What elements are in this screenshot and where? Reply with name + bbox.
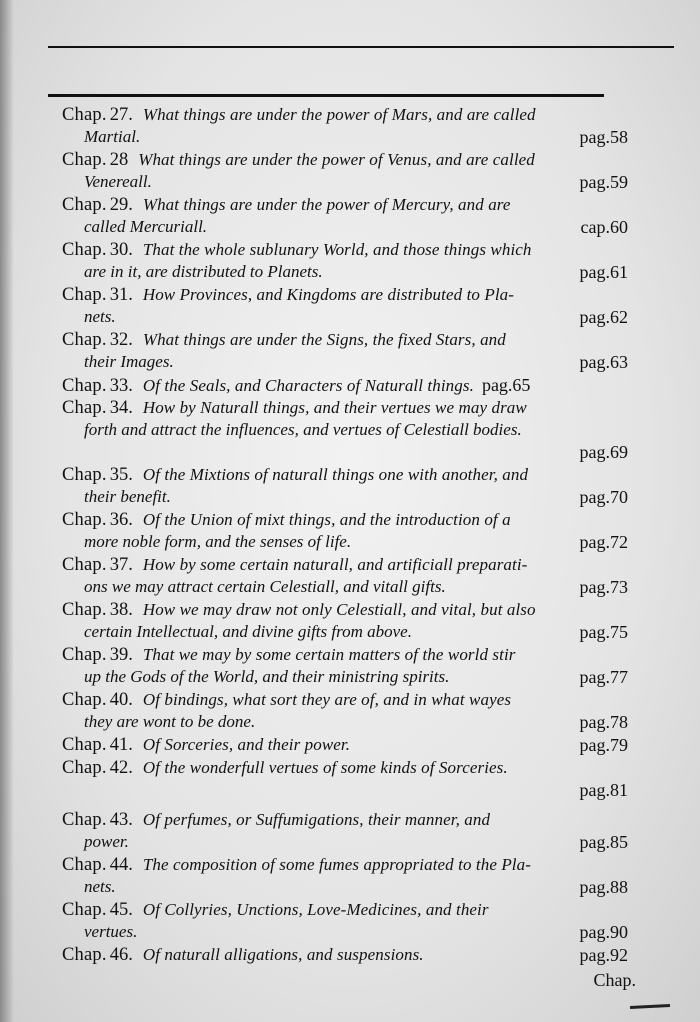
chap-number: 46. [109, 945, 133, 965]
chap-label: Chap. [62, 150, 107, 170]
chap-number: 41. [109, 735, 133, 755]
toc-entry-42 [62, 757, 628, 801]
chap-number: 36. [109, 510, 133, 530]
chap-label: Chap. [62, 945, 107, 965]
page-ref: pag.72 [579, 532, 628, 552]
chap-title: How by some certain naturall, and artificiall preparati- [142, 555, 528, 574]
top-rule [48, 46, 674, 48]
page-ref: pag.92 [579, 945, 628, 965]
toc-entry-29 [62, 194, 628, 238]
toc-entry-37 [62, 554, 628, 598]
chap-title-cont: called Mercuriall. [84, 217, 208, 236]
chap-title-cont: they are wont to be done. [84, 712, 256, 731]
page-ref: pag.79 [579, 735, 628, 755]
chap-title: What things are under the Signs, the fixed Stars, and [142, 330, 506, 349]
chap-number: 29. [109, 195, 133, 215]
toc-entry-27 [62, 104, 628, 148]
chap-label: Chap. [62, 195, 107, 215]
toc-entry-32 [62, 329, 628, 373]
chap-label: Chap. [62, 240, 107, 260]
chap-number: 31. [109, 285, 133, 305]
page-ref: pag.78 [579, 712, 628, 732]
page-ref: pag.73 [579, 577, 628, 597]
chap-title: Of naturall alligations, and suspensions. [142, 945, 424, 964]
chap-title: How we may draw not only Celestiall, and vital, but also [142, 600, 536, 619]
chap-title: The composition of some fumes appropriated to the Pla- [142, 855, 531, 874]
table-of-contents [62, 104, 628, 967]
page-ref: cap.60 [580, 217, 628, 237]
toc-entry-46 [62, 944, 628, 966]
chap-label: Chap. [62, 735, 107, 755]
chap-number: 37. [109, 555, 133, 575]
chap-title: Of Collyries, Unctions, Love-Medicines, and their [142, 900, 489, 919]
chap-number: 40. [109, 690, 133, 710]
toc-entry-40 [62, 689, 628, 733]
chap-label: Chap. [62, 330, 107, 350]
toc-entry-36 [62, 509, 628, 553]
chap-title-cont: up the Gods of the World, and their ministring spirits. [84, 667, 450, 686]
chap-label: Chap. [62, 900, 107, 920]
chap-label: Chap. [62, 510, 107, 530]
chap-title-cont: certain Intellectual, and divine gifts from above. [84, 622, 412, 641]
toc-entry-41 [62, 734, 628, 756]
chap-number: 33. [109, 376, 133, 396]
chap-number: 28 [109, 150, 129, 170]
chap-title-cont: their benefit. [84, 487, 171, 506]
chap-title: Of perfumes, or Suffumigations, their manner, and [142, 810, 491, 829]
page-ref: pag.88 [579, 877, 628, 897]
chap-label: Chap. [62, 398, 107, 418]
chap-title: Of Sorceries, and their power. [142, 735, 351, 754]
page-ref: pag.90 [579, 922, 628, 942]
toc-entry-35 [62, 464, 628, 508]
chap-number: 45. [109, 900, 133, 920]
chap-title-cont: their Images. [84, 352, 174, 371]
chap-title-cont: nets. [84, 877, 116, 896]
chap-title: That the whole sublunary World, and those things which [142, 240, 532, 259]
chap-label: Chap. [62, 690, 107, 710]
page-corner-mark [630, 1004, 670, 1009]
chap-number: 38. [109, 600, 133, 620]
chap-label: Chap. [62, 600, 107, 620]
header-rule [48, 94, 604, 97]
chap-label: Chap. [62, 465, 107, 485]
page-ref: pag.58 [579, 127, 628, 147]
toc-entry-33 [62, 374, 628, 396]
chap-label: Chap. [62, 555, 107, 575]
toc-entry-31 [62, 284, 628, 328]
toc-entry-28 [62, 149, 628, 193]
page-ref: pag.61 [579, 262, 628, 282]
page-ref: pag.70 [579, 487, 628, 507]
chap-title: Of the Seals, and Characters of Naturall things. [142, 376, 474, 395]
chap-label: Chap. [62, 810, 107, 830]
chap-title: Of the Union of mixt things, and the introduction of a [142, 510, 511, 529]
chap-number: 32. [109, 330, 133, 350]
chap-title: What things are under the power of Venus, and are called [138, 150, 535, 169]
toc-entry-44 [62, 854, 628, 898]
chap-label: Chap. [62, 285, 107, 305]
chap-title-cont: power. [84, 832, 129, 851]
page-ref: pag.77 [579, 667, 628, 687]
toc-entry-34 [62, 397, 628, 463]
chap-number: 42. [109, 758, 133, 778]
toc-entry-39 [62, 644, 628, 688]
chap-title-cont: vertues. [84, 922, 138, 941]
chap-number: 44. [109, 855, 133, 875]
toc-entry-45 [62, 899, 628, 943]
chap-number: 34. [109, 398, 133, 418]
chap-title: Of the Mixtions of naturall things one with another, and [142, 465, 529, 484]
chap-title: What things are under the power of Mercury, and are [142, 195, 511, 214]
toc-entry-43 [62, 809, 628, 853]
chap-label: Chap. [62, 758, 107, 778]
page-ref: pag.62 [579, 307, 628, 327]
chap-label: Chap. [62, 855, 107, 875]
chap-title-cont: more noble form, and the senses of life. [84, 532, 352, 551]
chap-label: Chap. [62, 105, 107, 125]
chap-title: How Provinces, and Kingdoms are distributed to Pla- [142, 285, 515, 304]
page-ref: pag.81 [579, 780, 628, 800]
page-ref: pag.75 [579, 622, 628, 642]
chap-label: Chap. [62, 376, 107, 396]
page-ref: pag.65 [481, 375, 531, 395]
chap-title-cont: Martial. [84, 127, 141, 146]
chap-number: 43. [109, 810, 133, 830]
page-ref: pag.85 [579, 832, 628, 852]
chap-title: Of the wonderfull vertues of some kinds of Sorceries. [142, 758, 508, 777]
chap-number: 27. [109, 105, 133, 125]
page-ref: pag.69 [579, 442, 628, 462]
page-ref: pag.59 [579, 172, 628, 192]
chap-title-cont: Venereall. [84, 172, 152, 191]
chap-title: Of bindings, what sort they are of, and in what wayes [142, 690, 512, 709]
toc-entry-38 [62, 599, 628, 643]
chap-number: 39. [109, 645, 133, 665]
catchword: Chap. [593, 970, 636, 990]
chap-number: 30. [109, 240, 133, 260]
chap-title: What things are under the power of Mars, and are called [142, 105, 536, 124]
chap-title-cont: ons we may attract certain Celestiall, and vitall gifts. [84, 577, 446, 596]
chap-label: Chap. [62, 645, 107, 665]
chap-title-cont: forth and attract the influences, and vertues of Celestiall bodies. [84, 420, 522, 439]
chap-title-cont: are in it, are distributed to Planets. [84, 262, 323, 281]
page-ref: pag.63 [579, 352, 628, 372]
chap-title: That we may by some certain matters of the world stir [142, 645, 516, 664]
toc-entry-30 [62, 239, 628, 283]
chap-number: 35. [109, 465, 133, 485]
page-edge-shadow [0, 0, 14, 1022]
chap-title-cont: nets. [84, 307, 116, 326]
chap-title: How by Naturall things, and their vertues we may draw [142, 398, 527, 417]
